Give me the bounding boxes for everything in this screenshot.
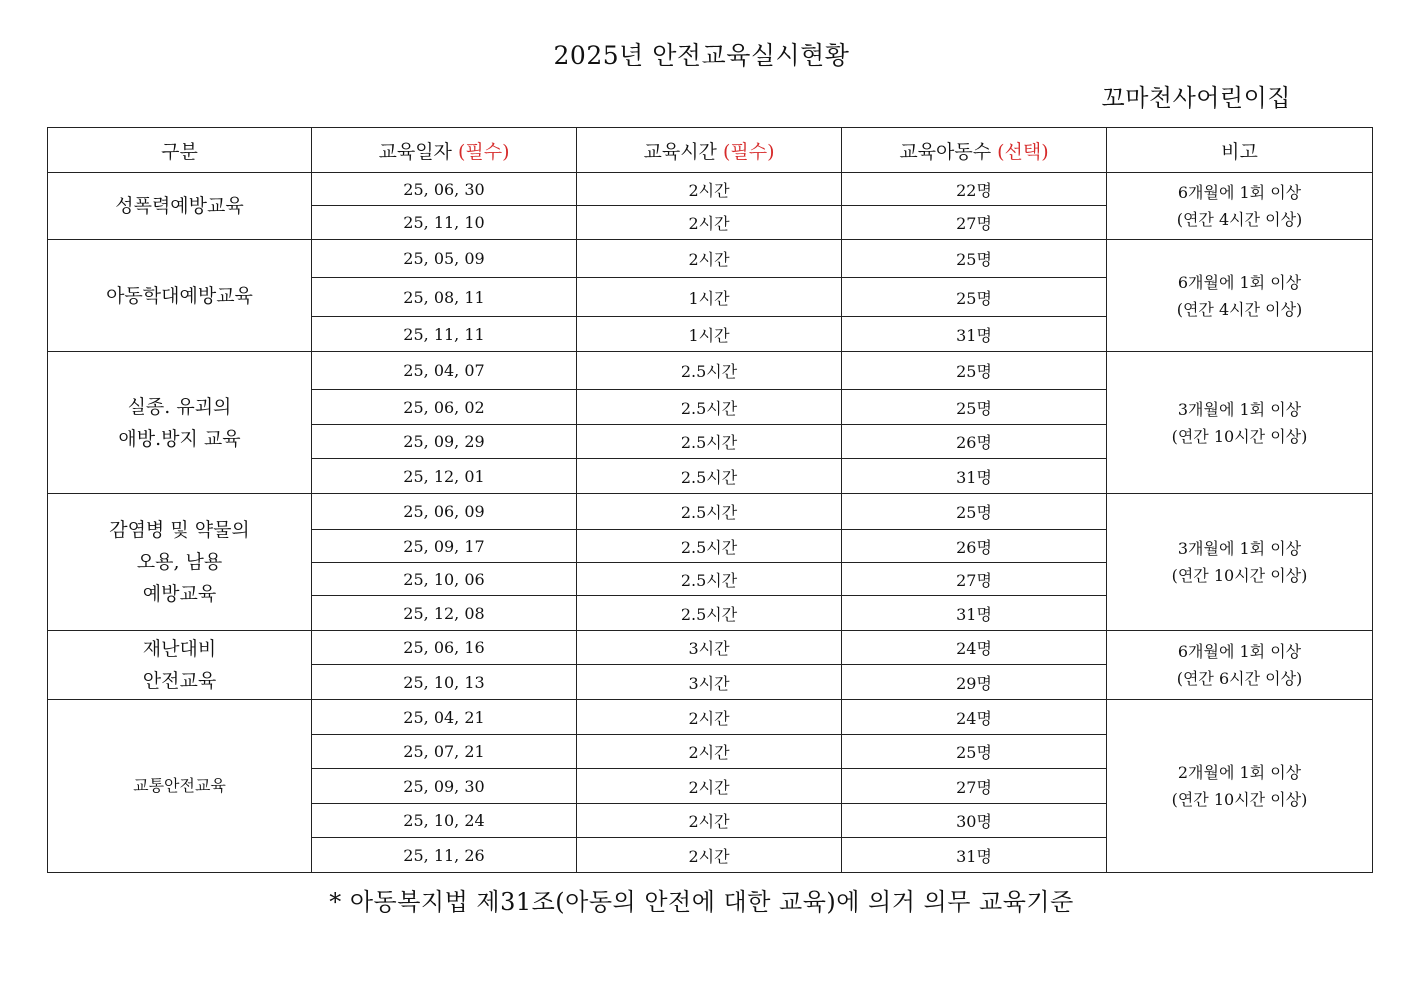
header-children: 교육아동수 (선택) [842,128,1107,173]
children-cell: 25명 [842,494,1107,530]
table-row [48,240,1373,278]
note-frequency: 6개월에 1회 이상 [1177,642,1302,661]
children-cell: 31명 [842,459,1107,494]
date-cell: 25, 09, 29 [312,425,577,459]
page-title: 2025년 안전교육실시현황 [553,41,850,70]
children-cell: 27명 [842,563,1107,596]
children-cell: 24명 [842,631,1107,665]
date-cell: 25, 04, 07 [312,352,577,390]
duration-cell: 2.5시간 [577,494,842,530]
children-cell: 31명 [842,317,1107,352]
children-cell: 26명 [842,425,1107,459]
category-label: 감염병 및 약물의 오용, 남용 예방교육 [109,519,250,605]
children-cell: 27명 [842,769,1107,804]
duration-cell: 2.5시간 [577,425,842,459]
children-cell: 25명 [842,390,1107,425]
note-cell [1107,494,1373,631]
category-label: 아동학대예방교육 [106,284,253,307]
date-cell: 25, 04, 21 [312,700,577,735]
category-cell [48,173,312,240]
note-annual-hours: (연간 6시간 이상) [1176,669,1303,688]
date-cell: 25, 11, 26 [312,838,577,873]
duration-cell: 2.5시간 [577,563,842,596]
note-cell [1107,240,1373,352]
children-cell: 29명 [842,665,1107,700]
note-annual-hours: (연간 10시간 이상) [1171,790,1308,809]
duration-cell: 2시간 [577,735,842,769]
category-cell [48,240,312,352]
children-cell: 30명 [842,804,1107,838]
children-cell: 24명 [842,700,1107,735]
table-body [48,173,1373,873]
note-cell [1107,173,1373,240]
date-cell: 25, 10, 13 [312,665,577,700]
header-row [48,128,1373,173]
table-row [48,700,1373,735]
duration-cell: 2.5시간 [577,352,842,390]
note-annual-hours: (연간 4시간 이상) [1176,299,1303,319]
date-cell: 25, 06, 16 [312,631,577,665]
duration-cell: 2시간 [577,173,842,206]
duration-cell: 3시간 [577,631,842,665]
note-frequency: 6개월에 1회 이상 [1177,272,1302,292]
children-cell: 25명 [842,278,1107,317]
note-frequency: 6개월에 1회 이상 [1177,183,1302,202]
date-cell: 25, 09, 30 [312,769,577,804]
duration-cell: 2시간 [577,769,842,804]
category-cell [48,352,312,494]
children-cell: 22명 [842,173,1107,206]
note-annual-hours: (연간 10시간 이상) [1171,426,1308,446]
date-cell: 25, 12, 08 [312,596,577,631]
date-cell: 25, 09, 17 [312,530,577,563]
duration-cell: 2시간 [577,240,842,278]
note-annual-hours: (연간 4시간 이상) [1176,210,1303,229]
note-cell [1107,631,1373,700]
children-cell: 25명 [842,240,1107,278]
note-cell [1107,352,1373,494]
duration-cell: 2.5시간 [577,596,842,631]
date-cell: 25, 12, 01 [312,459,577,494]
date-cell: 25, 11, 11 [312,317,577,352]
category-cell [48,700,312,873]
duration-cell: 1시간 [577,317,842,352]
note-cell [1107,700,1373,873]
duration-cell: 3시간 [577,665,842,700]
required-tag: (필수) [722,140,775,163]
date-cell: 25, 10, 06 [312,563,577,596]
category-cell [48,631,312,700]
table-row [48,173,1373,206]
children-cell: 27명 [842,206,1107,240]
children-cell: 26명 [842,530,1107,563]
duration-cell: 2.5시간 [577,459,842,494]
children-cell: 25명 [842,352,1107,390]
note-frequency: 3개월에 1회 이상 [1177,399,1302,419]
date-cell: 25, 10, 24 [312,804,577,838]
duration-cell: 2.5시간 [577,390,842,425]
date-cell: 25, 07, 21 [312,735,577,769]
optional-tag: (선택) [997,140,1049,163]
note-frequency: 3개월에 1회 이상 [1177,539,1302,558]
duration-cell: 2시간 [577,804,842,838]
category-label: 교통안전교육 [133,776,226,795]
children-cell: 25명 [842,735,1107,769]
date-cell: 25, 05, 09 [312,240,577,278]
header-date: 교육일자 (필수) [312,128,577,173]
required-tag: (필수) [457,140,510,163]
category-label: 성폭력예방교육 [115,195,244,217]
date-cell: 25, 06, 02 [312,390,577,425]
table-row [48,631,1373,665]
category-label: 실종. 유괴의 애방.방지 교육 [118,395,241,450]
table-row [48,494,1373,530]
duration-cell: 2.5시간 [577,530,842,563]
category-cell [48,494,312,631]
header-note: 비고 [1107,128,1373,173]
date-cell: 25, 06, 09 [312,494,577,530]
date-cell: 25, 11, 10 [312,206,577,240]
date-cell: 25, 06, 30 [312,173,577,206]
organization-name: 꼬마천사어린이집 [1101,84,1291,112]
duration-cell: 1시간 [577,278,842,317]
children-cell: 31명 [842,596,1107,631]
note-annual-hours: (연간 10시간 이상) [1171,566,1308,585]
education-table [47,127,1373,873]
header-category: 구분 [48,128,312,173]
header-duration: 교육시간 (필수) [577,128,842,173]
children-cell: 31명 [842,838,1107,873]
category-label: 재난대비 안전교육 [142,638,217,692]
date-cell: 25, 08, 11 [312,278,577,317]
duration-cell: 2시간 [577,700,842,735]
table-header [48,128,1373,173]
footnote: * 아동복지법 제31조(아동의 안전에 대한 교육)에 의거 의무 교육기준 [329,888,1074,916]
duration-cell: 2시간 [577,206,842,240]
note-frequency: 2개월에 1회 이상 [1177,763,1302,782]
table-row [48,352,1373,390]
duration-cell: 2시간 [577,838,842,873]
